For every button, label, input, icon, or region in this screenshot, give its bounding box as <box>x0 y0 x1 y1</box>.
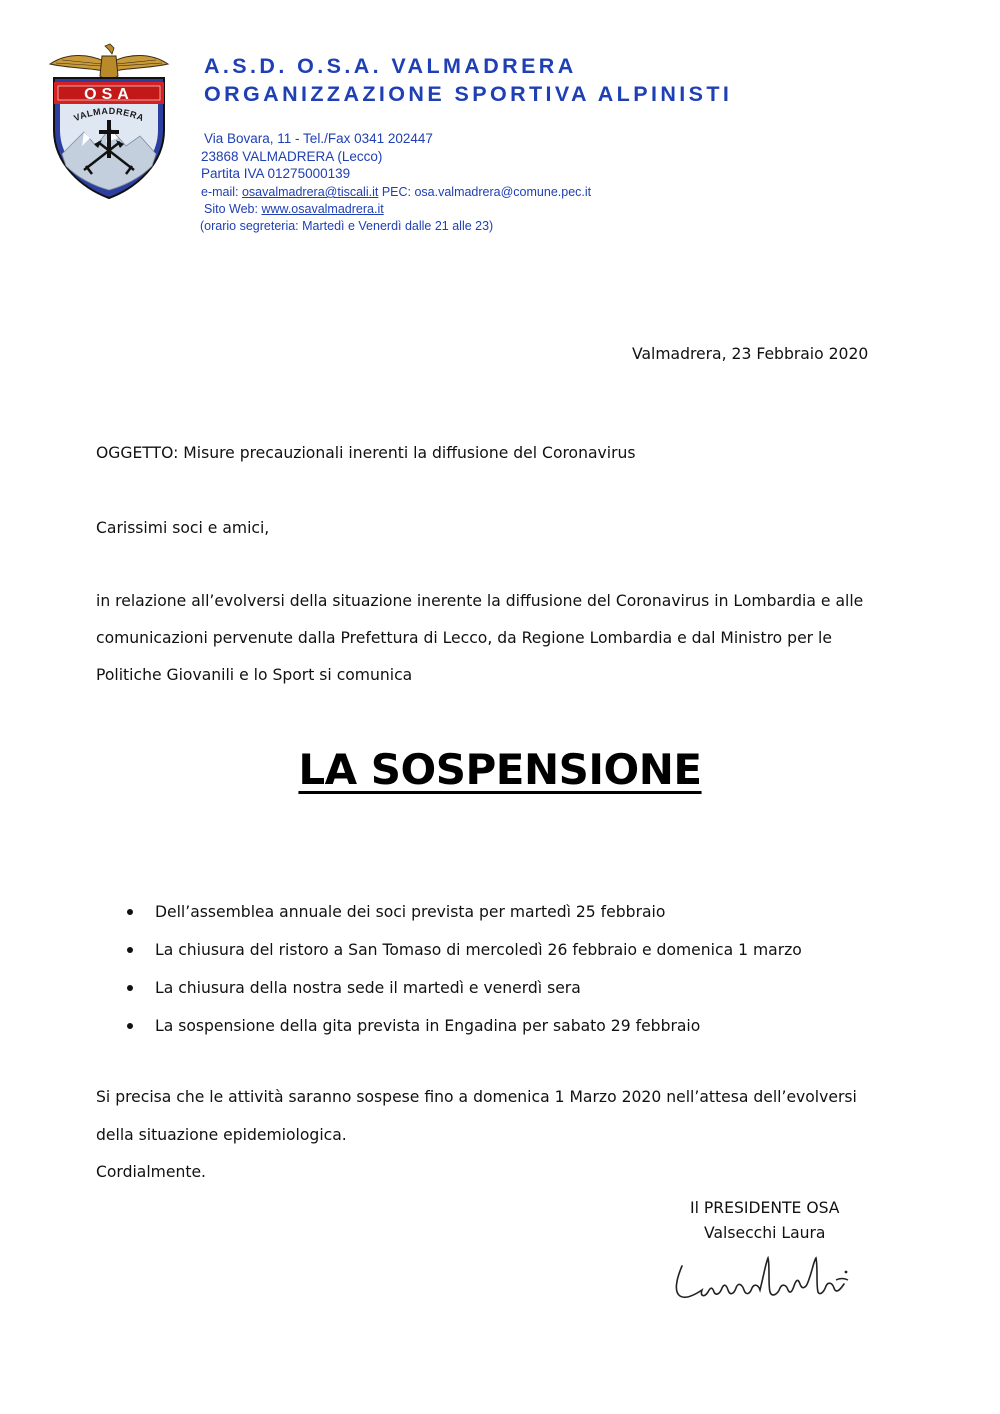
org-full-name: ORGANIZZAZIONE SPORTIVA ALPINISTI <box>204 82 733 106</box>
place-date: Valmadrera, 23 Febbraio 2020 <box>632 345 869 363</box>
email-line <box>201 184 591 200</box>
osa-logo <box>48 42 170 202</box>
signer-name: Valsecchi Laura <box>704 1224 826 1242</box>
closing-line: della situazione epidemiologica. <box>96 1126 347 1144</box>
suspension-list <box>124 898 802 1050</box>
website-link[interactable]: www.osavalmadrera.it <box>261 202 384 216</box>
closing-line: Si precisa che le attività saranno sospese fino a domenica 1 Marzo 2020 nell’attesa dell’evolversi <box>96 1088 857 1106</box>
signer-title: Il PRESIDENTE OSA <box>690 1199 840 1217</box>
pec-address: PEC: osa.valmadrera@comune.pec.it <box>378 185 592 199</box>
office-hours: (orario segreteria: Martedì e Venerdì dalle 21 alle 23) <box>200 219 494 233</box>
city-line: 23868 VALMADRERA (Lecco) <box>201 149 383 164</box>
address-line: Via Bovara, 11 - Tel./Fax 0341 202447 <box>204 131 433 146</box>
handwritten-signature <box>668 1244 868 1314</box>
bullet-icon <box>127 1023 133 1029</box>
sign-off: Cordialmente. <box>96 1163 207 1181</box>
subject-line: OGGETTO: Misure precauzionali inerenti la diffusione del Coronavirus <box>96 444 636 462</box>
vat-line: Partita IVA 01275000139 <box>201 166 351 181</box>
list-item-text: La chiusura del ristoro a San Tomaso di mercoledì 26 febbraio e domenica 1 marzo <box>155 941 802 959</box>
list-item <box>124 974 802 1012</box>
list-item-text: La chiusura della nostra sede il martedì e venerdì sera <box>155 979 581 997</box>
list-item-text: La sospensione della gita prevista in Engadina per sabato 29 febbraio <box>155 1017 701 1035</box>
svg-text:OSA: OSA <box>84 86 134 103</box>
list-item-text: Dell’assemblea annuale dei soci prevista per martedì 25 febbraio <box>155 903 666 921</box>
headline-text: LA SOSPENSIONE <box>298 745 702 794</box>
intro-line: in relazione all’evolversi della situazione inerente la diffusione del Coronavirus in Lombardia e alle <box>96 592 864 610</box>
eagle-icon <box>50 44 168 82</box>
website-label: Sito Web: <box>204 202 262 216</box>
greeting: Carissimi soci e amici, <box>96 519 270 537</box>
bullet-icon <box>127 909 133 915</box>
bullet-icon <box>127 985 133 991</box>
svg-text:VALMADRERA: VALMADRERA <box>72 105 146 124</box>
org-name: A.S.D. O.S.A. VALMADRERA <box>204 54 577 78</box>
list-item <box>124 936 802 974</box>
list-item <box>124 1012 802 1050</box>
email-label: e-mail: <box>201 185 242 199</box>
list-item <box>124 898 802 936</box>
intro-line: Politiche Giovanili e lo Sport si comunica <box>96 666 413 684</box>
bullet-icon <box>127 947 133 953</box>
email-link[interactable]: osavalmadrera@tiscali.it <box>241 185 379 199</box>
website-line <box>204 201 384 217</box>
headline <box>0 745 1000 794</box>
intro-line: comunicazioni pervenute dalla Prefettura di Lecco, da Regione Lombardia e dal Ministro per le <box>96 629 832 647</box>
